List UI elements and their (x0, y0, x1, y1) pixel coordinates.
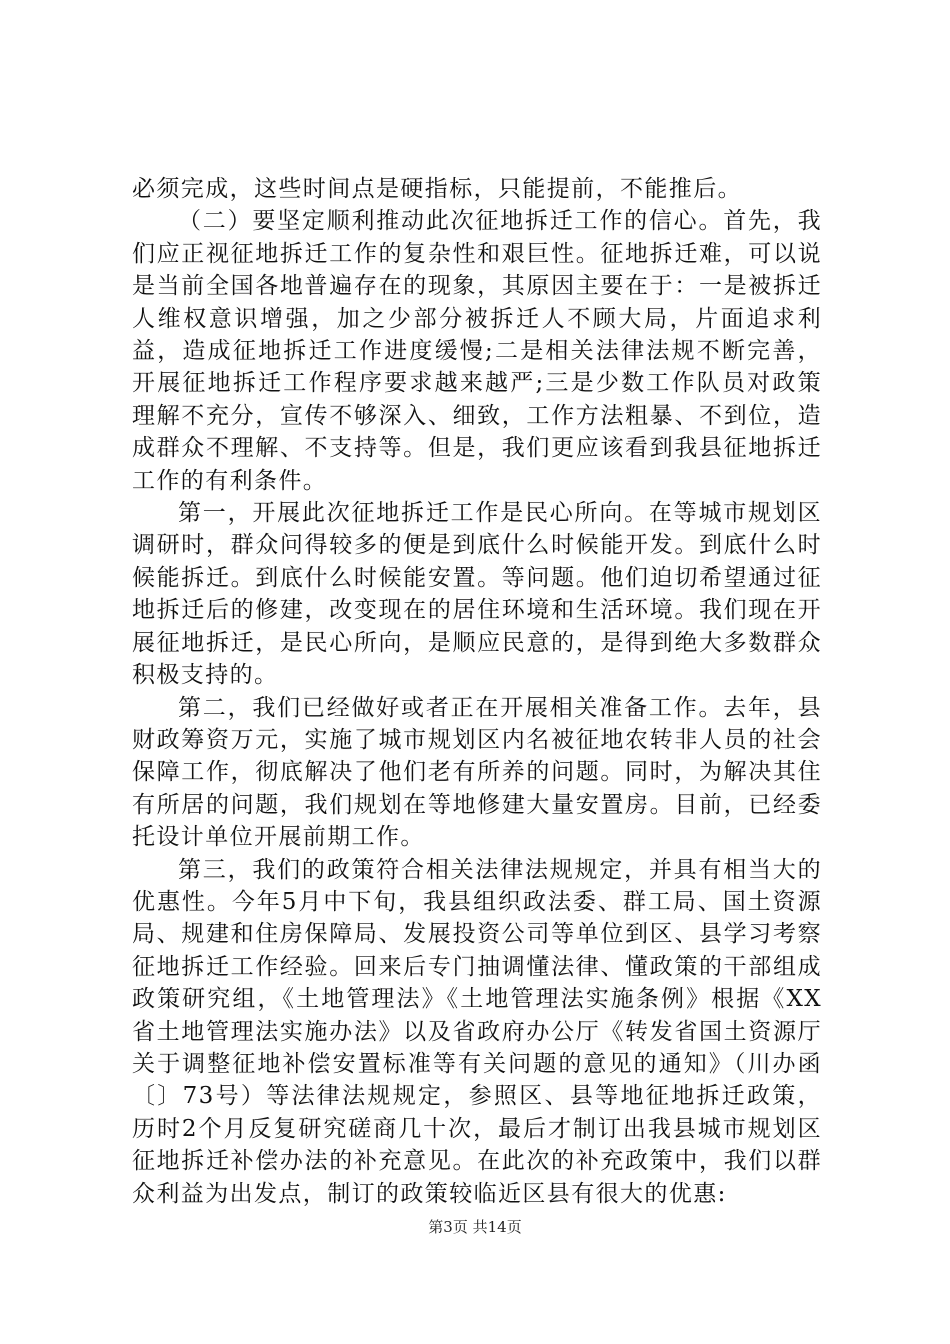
paragraph-2: （二）要坚定顺利推动此次征地拆迁工作的信心。首先，我们应正视征地拆迁工作的复杂性和艰巨性。征地拆迁难，可以说是当前全国各地普遍存在的现象，其原因主要在于：一是被拆迁人维权意识增强，加之少部分被拆迁人不顾大局，片面追求利益，造成征地拆迁工作进度缓慢;二是相关法律法规不断完善，开展征地拆迁工作程序要求越来越严;三是少数工作队员对政策理解不充分，宣传不够深入、细致，工作方法粗暴、不到位，造成群众不理解、不支持等。但是，我们更应该看到我县征地拆迁工作的有利条件。 (132, 208, 822, 494)
paragraph-1: 必须完成，这些时间点是硬指标，只能提前，不能推后。 (132, 176, 742, 202)
page-number-footer: 第3页 共14页 (428, 1218, 522, 1236)
document-body (132, 173, 822, 1210)
paragraph-4: 第二，我们已经做好或者正在开展相关准备工作。去年，县财政筹资万元，实施了城市规划区内名被征地农转非人员的社会保障工作，彻底解决了他们老有所养的问题。同时，为解决其住有所居的问题，我们规划在等地修建大量安置房。目前，已经委托设计单位开展前期工作。 (132, 694, 822, 851)
paragraph-3: 第一，开展此次征地拆迁工作是民心所向。在等城市规划区调研时，群众问得较多的便是到底什么时候能开发。到底什么时候能拆迁。到底什么时候能安置。等问题。他们迫切希望通过征地拆迁后的修建，改变现在的居住环境和生活环境。我们现在开展征地拆迁，是民心所向，是顺应民意的，是得到绝大多数群众积极支持的。 (132, 500, 822, 689)
paragraph-5: 第三，我们的政策符合相关法律法规规定，并具有相当大的优惠性。今年5月中下旬，我县组织政法委、群工局、国土资源局、规建和住房保障局、发展投资公司等单位到区、县学习考察征地拆迁工作经验。回来后专门抽调懂法律、懂政策的干部组成政策研究组，《土地管理法》《土地管理法实施条例》根据《XX省土地管理法实施办法》以及省政府办公厅《转发省国土资源厅关于调整征地补偿安置标准等有关问题的意见的通知》（川办函〔〕73号）等法律法规规定，参照区、县等地征地拆迁政策，历时2个月反复研究磋商几十次，最后才制订出我县城市规划区征地拆迁补偿办法的补充意见。在此次的补充政策中，我们以群众利益为出发点，制订的政策较临近区县有很大的优惠: (132, 856, 822, 1207)
